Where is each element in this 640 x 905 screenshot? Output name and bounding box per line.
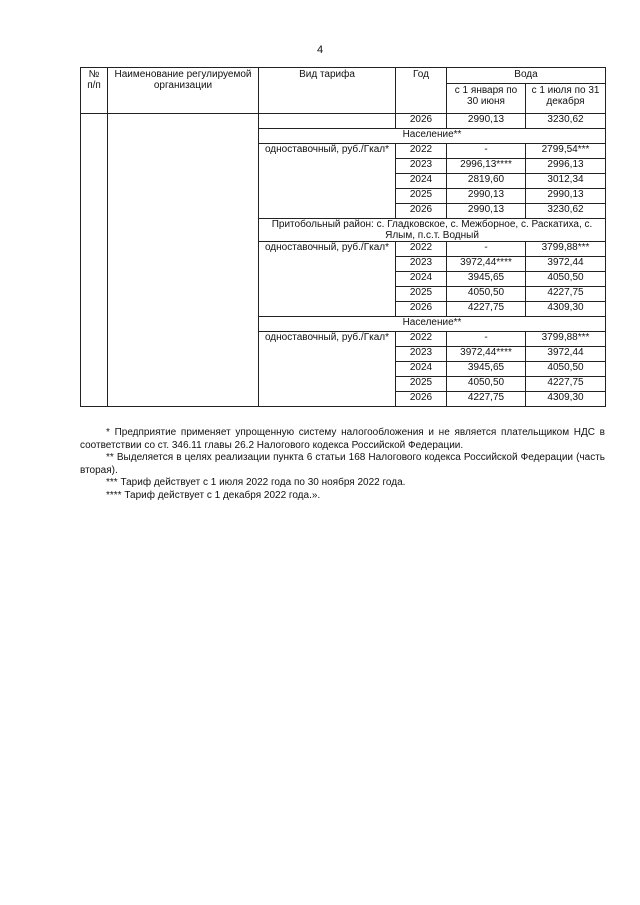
value-cell: 4227,75 (526, 287, 606, 302)
header-year: Год (396, 68, 447, 114)
year-cell: 2026 (396, 302, 447, 317)
value-cell: 3799,88*** (526, 332, 606, 347)
header-period-1: с 1 января по 30 июня (447, 84, 526, 114)
value-cell: - (447, 144, 526, 159)
footnote-1: * Предприятие применяет упрощенную систему налогообложения и не является плательщиком НДС в соответствии со ст. 346.11 главы 26.2 Налогового кодекса Российской Федерации. (80, 427, 605, 451)
value-cell: 4227,75 (447, 392, 526, 407)
value-cell: - (447, 332, 526, 347)
value-cell: 3012,34 (526, 174, 606, 189)
header-period-2: с 1 июля по 31 декабря (526, 84, 606, 114)
value-cell: 2996,13 (526, 159, 606, 174)
tariff-table (80, 67, 606, 407)
header-water: Вода (447, 68, 606, 84)
value-cell: 3799,88*** (526, 242, 606, 257)
footnote-2: ** Выделяется в целях реализации пункта 6 статьи 168 Налогового кодекса Российской Федерации (часть вторая). (80, 452, 605, 476)
tariff-type-cell: одноставочный, руб./Гкал* (259, 332, 396, 407)
value-cell: 3972,44 (526, 347, 606, 362)
header-org: Наименование регулируемой организации (108, 68, 259, 114)
value-cell: 2819,60 (447, 174, 526, 189)
value-cell: 4050,50 (526, 272, 606, 287)
year-cell: 2022 (396, 144, 447, 159)
year-cell: 2025 (396, 287, 447, 302)
page-number: 4 (316, 44, 324, 56)
value-cell: 3972,44 (526, 257, 606, 272)
year-cell: 2025 (396, 189, 447, 204)
year-cell: 2026 (396, 204, 447, 219)
tariff-type-cell (259, 114, 396, 129)
year-cell: 2025 (396, 377, 447, 392)
value-cell: 4227,75 (526, 377, 606, 392)
year-cell: 2022 (396, 332, 447, 347)
tariff-type-cell: одноставочный, руб./Гкал* (259, 144, 396, 219)
year-cell: 2023 (396, 347, 447, 362)
value-cell: 3230,62 (526, 114, 606, 129)
table-row (81, 114, 606, 129)
footnote-3: *** Тариф действует с 1 июля 2022 года по 30 ноября 2022 года. (106, 477, 406, 488)
footnote-4: **** Тариф действует с 1 декабря 2022 года.». (106, 489, 321, 501)
value-cell: 4050,50 (526, 362, 606, 377)
value-cell: 2990,13 (526, 189, 606, 204)
header-tariff-type: Вид тарифа (259, 68, 396, 114)
group-title: Население** (259, 129, 606, 144)
num-cell (81, 114, 108, 407)
group-title: Притобольный район: с. Гладковское, с. Межборное, с. Раскатиха, с. Ялым, п.с.т. Водный (259, 219, 606, 242)
year-cell: 2023 (396, 257, 447, 272)
value-cell: 2996,13**** (447, 159, 526, 174)
year-cell: 2026 (396, 392, 447, 407)
year-cell: 2023 (396, 159, 447, 174)
value-cell: 3972,44**** (447, 257, 526, 272)
header-num: № п/п (81, 68, 108, 114)
org-cell (108, 114, 259, 407)
value-cell: 4309,30 (526, 392, 606, 407)
value-cell: 3945,65 (447, 272, 526, 287)
tariff-type-cell: одноставочный, руб./Гкал* (259, 242, 396, 317)
value-cell: 4227,75 (447, 302, 526, 317)
year-cell: 2024 (396, 174, 447, 189)
header-row (81, 68, 606, 84)
value-cell: - (447, 242, 526, 257)
value-cell: 3945,65 (447, 362, 526, 377)
value-cell: 2990,13 (447, 204, 526, 219)
value-cell: 2990,13 (447, 189, 526, 204)
year-cell: 2022 (396, 242, 447, 257)
value-cell: 2990,13 (447, 114, 526, 129)
value-cell: 3230,62 (526, 204, 606, 219)
group-title: Население** (259, 317, 606, 332)
value-cell: 4050,50 (447, 377, 526, 392)
year-cell: 2026 (396, 114, 447, 129)
value-cell: 3972,44**** (447, 347, 526, 362)
value-cell: 4309,30 (526, 302, 606, 317)
value-cell: 2799,54*** (526, 144, 606, 159)
year-cell: 2024 (396, 362, 447, 377)
value-cell: 4050,50 (447, 287, 526, 302)
table-body (81, 114, 606, 407)
year-cell: 2024 (396, 272, 447, 287)
footnotes (80, 427, 605, 502)
